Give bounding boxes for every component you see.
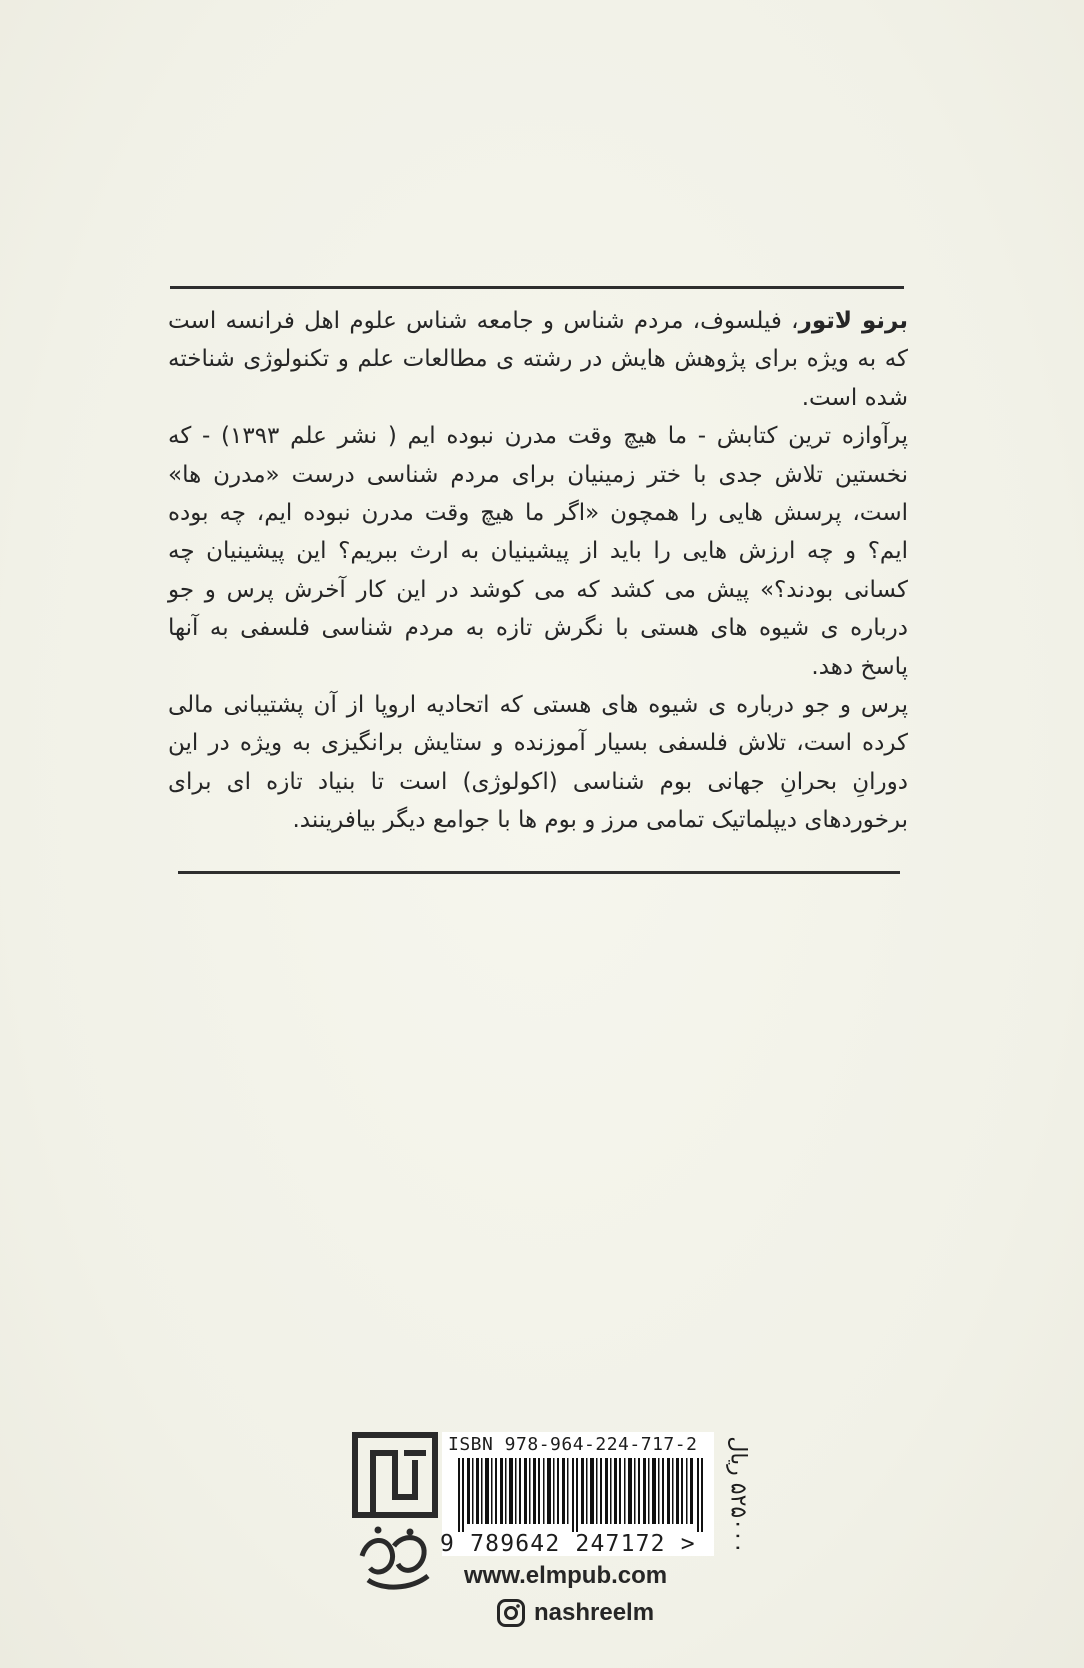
author-name: برنو لاتور bbox=[798, 308, 908, 334]
price-text: ۵۲۵۰۰۰ ریال bbox=[725, 1436, 751, 1554]
description-paragraph-3: پرس و جو درباره ی شیوه های هستی که اتحادیه اروپا از آن پشتیبانی مالی کرده است، تلاش فلسفی بسیار آموزنده و ستایش برانگیزی به ویژه در این دورانِ بحرانِ جهانی بوم شناسی (اکولوژی) است تا بنیاد تازه ای برای برخوردهای دیپلماتیک تمامی مرز و بوم ها با جوامع دیگر بیافرینند. bbox=[168, 692, 908, 834]
isbn-number: ISBN 978-964-224-717-2 bbox=[448, 1434, 698, 1455]
bottom-divider bbox=[178, 871, 900, 874]
barcode-digits: 9 789642 247172 > bbox=[440, 1531, 696, 1557]
description-paragraph-1 bbox=[168, 302, 908, 417]
instagram-icon bbox=[496, 1598, 526, 1628]
price-label bbox=[718, 1428, 758, 1562]
description-paragraph-2: پرآوازه ترین کتابش - ما هیچ وقت مدرن نبوده ایم ( نشر علم ۱۳۹۳) - که نخستین تلاش جدی با ختر زمینیان برای مردم شناسی درست «مدرن ها» است، پرسش هایی را همچون «اگر ما هیچ وقت مدرن نبوده ایم، چه بوده ایم؟ و چه ارزش هایی را باید از پیشینیان به ارث ببریم؟ این پیشینیان چه کسانی بودند؟» پیش می کشد که می کوشد در این کار آخرش پرس و جو درباره ی شیوه های هستی با نگرش تازه به مردم شناسی فلسفی به آنها پاسخ دهد. bbox=[168, 423, 908, 680]
instagram-row bbox=[496, 1595, 654, 1631]
paragraph-1-text: ، فیلسوف، مردم شناس و جامعه شناس علوم اهل فرانسه است که به ویژه برای پژوهش هایش در رشته ی مطالعات علم و تکنولوژی شناخته شده است. bbox=[168, 308, 908, 411]
barcode-bars bbox=[458, 1458, 704, 1532]
instagram-handle: nashreelm bbox=[534, 1599, 655, 1626]
publisher-website: www.elmpub.com bbox=[464, 1562, 668, 1589]
top-divider bbox=[170, 286, 904, 289]
book-description bbox=[168, 302, 908, 840]
publisher-logo bbox=[348, 1428, 442, 1596]
